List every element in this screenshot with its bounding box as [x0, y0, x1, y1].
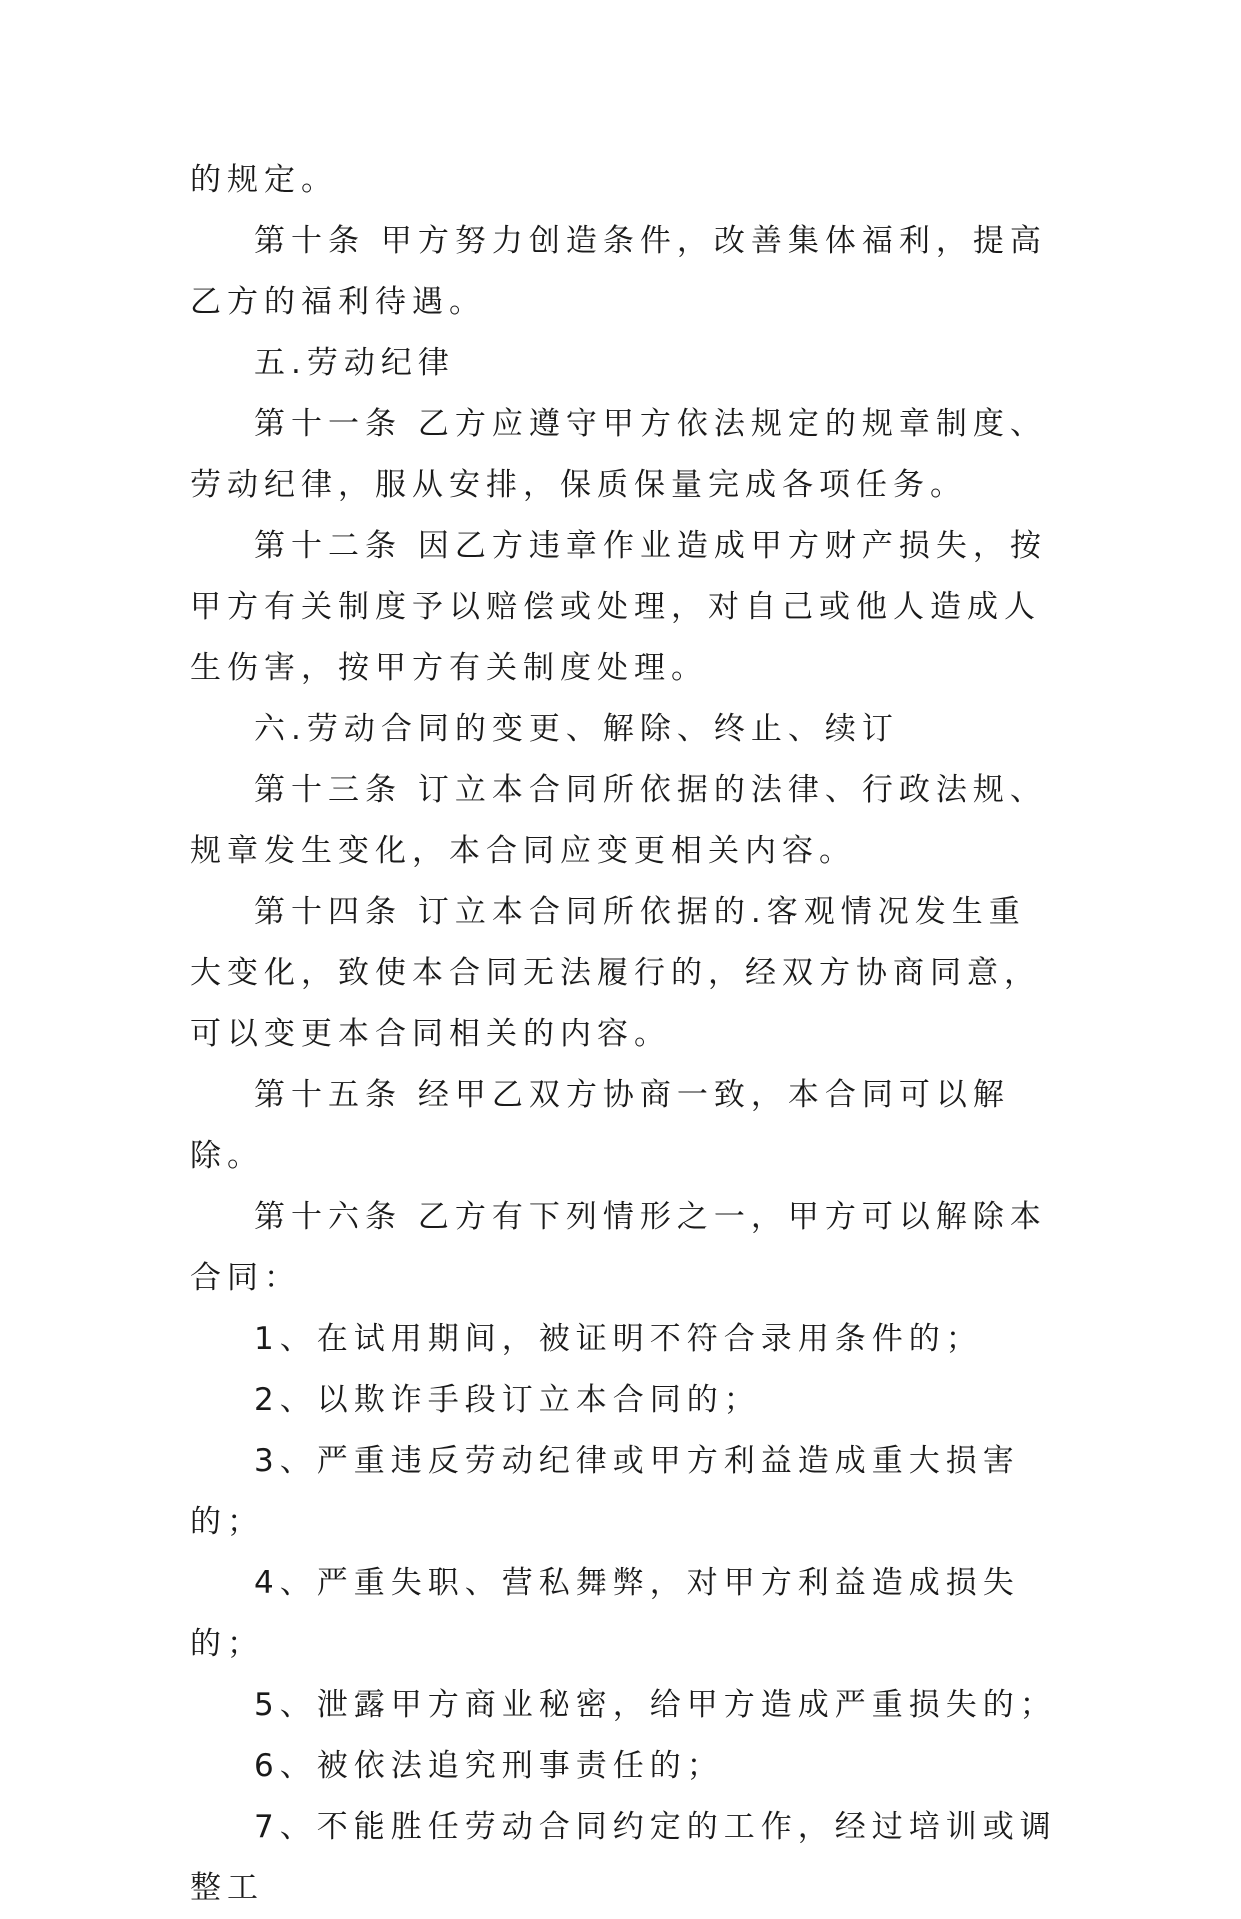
list-item-6: 6、被依法追究刑事责任的； — [254, 1748, 724, 1784]
paragraph-article-10: 第十条 甲方努力创造条件，改善集体福利，提高乙方的福利待遇。 — [190, 223, 1047, 320]
paragraph-continuation: 的规定。 — [190, 162, 338, 198]
list-item-5: 5、泄露甲方商业秘密，给甲方造成严重损失的； — [254, 1687, 1057, 1723]
list-item-4: 4、严重失职、营私舞弊，对甲方利益造成损失的； — [190, 1565, 1020, 1662]
paragraph-article-14: 第十四条 订立本合同所依据的.客观情况发生重大变化，致使本合同无法履行的，经双方协商同意，可以变更本合同相关的内容。 — [190, 894, 1041, 1052]
list-item-1: 1、在试用期间，被证明不符合录用条件的； — [254, 1321, 983, 1357]
list-item-3: 3、严重违反劳动纪律或甲方利益造成重大损害的； — [190, 1443, 1020, 1540]
paragraph-article-11: 第十一条 乙方应遵守甲方依法规定的规章制度、劳动纪律，服从安排，保质保量完成各项任务。 — [190, 406, 1047, 503]
paragraph-article-15: 第十五条 经甲乙双方协商一致，本合同可以解除。 — [190, 1077, 1010, 1174]
list-item-2: 2、以欺诈手段订立本合同的； — [254, 1382, 761, 1418]
paragraph-article-13: 第十三条 订立本合同所依据的法律、行政法规、规章发生变化，本合同应变更相关内容。 — [190, 772, 1047, 869]
list-item-7: 7、不能胜任劳动合同约定的工作，经过培训或调整工 — [190, 1809, 1057, 1906]
section-heading-labor-discipline: 五.劳动纪律 — [254, 345, 455, 381]
section-heading-contract-changes: 六.劳动合同的变更、解除、终止、续订 — [254, 711, 899, 747]
paragraph-article-16: 第十六条 乙方有下列情形之一，甲方可以解除本合同： — [190, 1199, 1047, 1296]
paragraph-article-12: 第十二条 因乙方违章作业造成甲方财产损失，按甲方有关制度予以赔偿或处理，对自己或他人造成人生伤害，按甲方有关制度处理。 — [190, 528, 1047, 686]
document-body — [190, 150, 1060, 1919]
